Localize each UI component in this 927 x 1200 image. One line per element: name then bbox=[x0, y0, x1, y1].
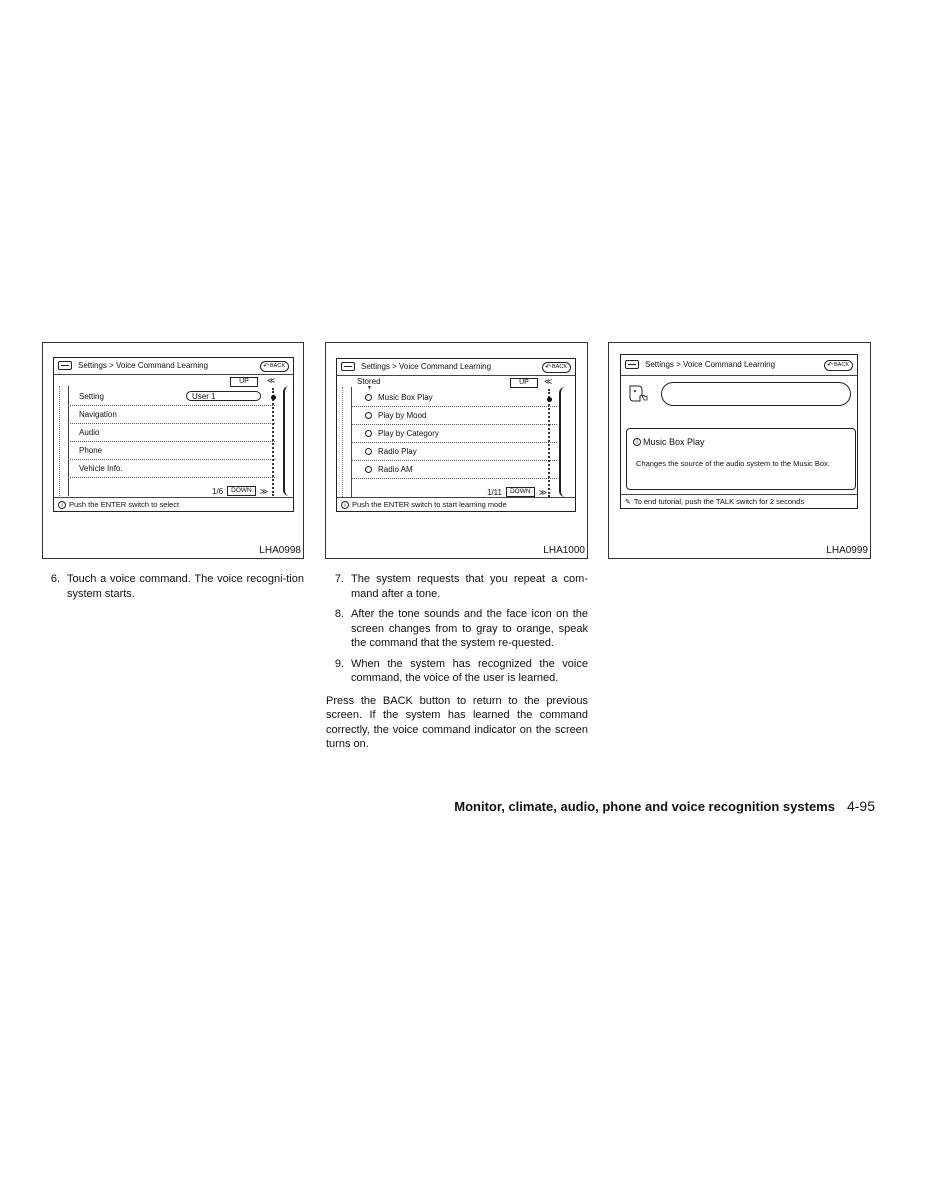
pager bbox=[212, 486, 268, 496]
command-info-panel bbox=[626, 428, 856, 490]
screen-footer bbox=[337, 497, 575, 511]
column-2-text bbox=[326, 572, 588, 752]
back-label: BACK bbox=[834, 362, 849, 368]
header-divider bbox=[621, 375, 857, 376]
figure-id: LHA0999 bbox=[826, 545, 868, 556]
page-number: 4-95 bbox=[846, 798, 875, 814]
scrollbar[interactable] bbox=[544, 389, 558, 497]
page-indicator: 1/11 bbox=[487, 487, 502, 497]
voice-command-list-screen bbox=[336, 358, 576, 512]
menu-icon[interactable] bbox=[58, 361, 72, 370]
screen-footer bbox=[54, 497, 293, 511]
footer-text: To end tutorial, push the TALK switch for 2 seconds bbox=[633, 497, 805, 506]
step-text: The system requests that you repeat a com-mand after a tone. bbox=[351, 573, 588, 600]
screen-header bbox=[54, 358, 293, 373]
list-item-radio-am[interactable] bbox=[351, 460, 557, 479]
row-label: Music Box Play bbox=[378, 392, 433, 402]
list-item-play-by-mood[interactable] bbox=[351, 406, 557, 425]
frame-curve bbox=[559, 387, 567, 497]
pager bbox=[487, 487, 547, 497]
list-item-music-box-play[interactable] bbox=[351, 388, 557, 407]
sub-header bbox=[54, 374, 293, 387]
row-label: Radio AM bbox=[378, 464, 413, 474]
step-number: 6. bbox=[50, 573, 60, 585]
up-button[interactable]: UP bbox=[510, 378, 538, 388]
step-text: Touch a voice command. The voice recogni-tion system starts. bbox=[67, 573, 304, 600]
step-item bbox=[326, 572, 588, 601]
step-number: 8. bbox=[334, 608, 344, 620]
panel-description: Changes the source of the audio system to the Music Box. bbox=[636, 459, 830, 468]
chevron-down-icon[interactable]: ≫ bbox=[259, 486, 269, 496]
row-label: Vehicle Info. bbox=[79, 463, 123, 473]
screen-footer bbox=[621, 494, 857, 508]
chevron-up-icon[interactable]: ≪ bbox=[267, 376, 276, 385]
panel-title-text: Music Box Play bbox=[643, 437, 705, 447]
list-item-radio-play[interactable] bbox=[351, 442, 557, 461]
back-button[interactable] bbox=[260, 361, 289, 372]
section-title: Monitor, climate, audio, phone and voice recognition systems bbox=[454, 799, 835, 814]
back-button[interactable] bbox=[542, 362, 571, 373]
tutorial-screen bbox=[620, 354, 858, 509]
list-item-setting[interactable] bbox=[68, 387, 275, 406]
row-label: Setting bbox=[79, 391, 104, 401]
down-button[interactable]: DOWN bbox=[506, 487, 535, 497]
scroll-track bbox=[272, 388, 274, 496]
list-item-play-by-category[interactable] bbox=[351, 424, 557, 443]
header-title: Settings > Voice Command Learning bbox=[78, 361, 209, 370]
sort-dropdown[interactable] bbox=[357, 377, 381, 391]
scrollbar[interactable] bbox=[268, 388, 282, 496]
indicator-icon bbox=[365, 466, 372, 473]
chevron-down-icon[interactable]: ≫ bbox=[538, 487, 547, 497]
scroll-thumb[interactable] bbox=[547, 397, 552, 402]
back-label: BACK bbox=[552, 364, 567, 370]
column-1-text bbox=[42, 572, 304, 607]
row-label: Play by Category bbox=[378, 428, 439, 438]
user-selector[interactable]: User 1 bbox=[186, 391, 261, 401]
step-number: 7. bbox=[334, 573, 344, 585]
menu-icon[interactable] bbox=[341, 362, 355, 371]
page-footer bbox=[300, 798, 875, 814]
row-label: Navigation bbox=[79, 409, 117, 419]
speech-input-field[interactable] bbox=[661, 382, 851, 406]
info-icon: i bbox=[58, 501, 66, 509]
indicator-icon bbox=[365, 448, 372, 455]
settings-screen bbox=[53, 357, 294, 512]
screen-header bbox=[621, 357, 857, 372]
row-label: Play by Mood bbox=[378, 410, 427, 420]
step-item bbox=[42, 572, 304, 601]
footer-text: Push the ENTER switch to start learning mode bbox=[352, 500, 507, 509]
talk-icon: ✎ bbox=[625, 498, 631, 506]
header-title: Settings > Voice Command Learning bbox=[361, 362, 492, 371]
row-label: Audio bbox=[79, 427, 100, 437]
paragraph: Press the BACK button to return to the previous screen. If the system has learned the command correctly, the voice command indicator on the screen turns on. bbox=[326, 694, 588, 750]
indicator-icon bbox=[365, 430, 372, 437]
figure-id: LHA0998 bbox=[259, 545, 301, 556]
step-item bbox=[326, 607, 588, 651]
face-icon bbox=[627, 383, 649, 405]
back-label: BACK bbox=[270, 363, 285, 369]
back-arrow-icon: ↶ bbox=[263, 363, 270, 370]
info-icon: i bbox=[341, 501, 349, 509]
back-arrow-icon: ↶ bbox=[827, 362, 834, 369]
list-item-vehicle-info[interactable] bbox=[68, 459, 275, 478]
info-icon: i bbox=[633, 438, 641, 446]
chevron-up-icon[interactable]: ≪ bbox=[544, 377, 553, 386]
up-button[interactable]: UP bbox=[230, 377, 258, 387]
footer-text: Push the ENTER switch to select bbox=[69, 500, 180, 509]
row-label: Radio Play bbox=[378, 446, 417, 456]
down-button[interactable]: DOWN bbox=[227, 486, 256, 496]
screen-header bbox=[337, 359, 575, 374]
row-label: Phone bbox=[79, 445, 103, 455]
caret-down-icon: ▼ bbox=[367, 385, 372, 391]
figure-lha1000 bbox=[325, 342, 588, 559]
step-text: After the tone sounds and the face icon on the screen changes from to gray to orange, speak the command that the system re-quested. bbox=[351, 608, 588, 649]
page-indicator: 1/6 bbox=[212, 486, 224, 496]
list-item-navigation[interactable] bbox=[68, 405, 275, 424]
left-rail bbox=[337, 387, 352, 497]
menu-icon[interactable] bbox=[625, 360, 639, 369]
scroll-track bbox=[548, 389, 550, 497]
indicator-icon bbox=[365, 412, 372, 419]
step-text: When the system has recognized the voice command, the voice of the user is learned. bbox=[351, 657, 588, 684]
panel-title bbox=[633, 437, 705, 447]
left-rail bbox=[54, 386, 69, 496]
step-item bbox=[326, 657, 588, 686]
scroll-thumb[interactable] bbox=[271, 395, 276, 400]
list-item-audio[interactable] bbox=[68, 423, 275, 442]
header-title: Settings > Voice Command Learning bbox=[645, 360, 776, 369]
frame-curve bbox=[283, 386, 291, 496]
figure-lha0999 bbox=[608, 342, 871, 559]
back-arrow-icon: ↶ bbox=[545, 364, 552, 371]
step-number: 9. bbox=[334, 657, 344, 670]
figure-id: LHA1000 bbox=[543, 545, 585, 556]
indicator-icon bbox=[365, 394, 372, 401]
sort-label: Stored bbox=[357, 377, 381, 386]
figure-lha0998 bbox=[42, 342, 304, 559]
back-button[interactable] bbox=[824, 360, 853, 371]
sub-header bbox=[337, 375, 575, 391]
list-item-phone[interactable] bbox=[68, 441, 275, 460]
